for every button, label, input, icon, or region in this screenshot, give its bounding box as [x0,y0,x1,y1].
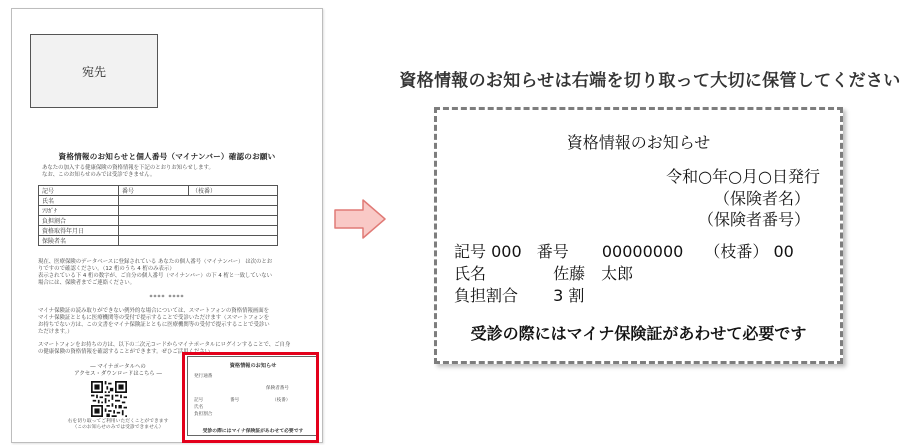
intro-line: あなたの加入する健康保険の資格情報を下記のとおりお知らせします。 [42,165,214,171]
qr-code-icon[interactable] [91,381,127,417]
qualification-card [434,107,843,364]
ratio-row [454,283,584,306]
table-row [39,186,278,196]
table-cell-edaban: （枝番） [189,186,278,196]
instruction-heading: 資格情報のお知らせは右端を切り取って大切に保管してください [399,71,901,91]
paragraph-line: スマートフォンをお持ちの方は、以下の二次元コードからマイナポータルにログインすることで、ご自身 [38,342,291,348]
mini-card-title: 資格情報のお知らせ [229,363,277,369]
mini-ratio: 負担割合 [194,412,213,417]
name-row [454,261,633,284]
mini-edaban: （枝番） [272,398,291,403]
qr-heading-line: ― マイナポータルへの [90,364,146,370]
mini-issued-label: 発行通番 [194,374,213,379]
mini-kigo: 記号 [194,398,204,403]
edaban-value: 00 [773,242,794,261]
insurer-name: （保険者名） [713,189,810,208]
table-row [39,206,278,216]
paragraph-line: の健康保険の資格情報を確認することができます。ぜひご活用ください。 [38,349,216,356]
bango-label: 番号 [536,242,569,261]
name-value: 佐藤 太郎 [553,264,634,283]
mini-bango: 番号 [230,398,240,403]
paragraph-line: りですので確認ください。（12 桁のうち 4 桁のみ表示） [38,266,175,273]
mini-name: 氏名 [194,405,204,410]
card-number-row [454,239,794,262]
table-value [119,236,278,246]
paragraph-line: 表示されている下 4 桁の数字が、ご自分の個人番号（マイナンバー）の下 4 桁と一致していない [38,273,272,280]
bango-value: 00000000 [601,242,684,261]
ratio-value: 3 割 [553,286,585,305]
table-row [39,196,278,206]
exception-paragraph [38,308,308,336]
table-row [39,236,278,246]
card-footer-note: 受診の際にはマイナ保険証があわせて必要です [470,324,807,343]
right-arrow-icon [333,198,387,240]
table-cell-kigo: 記号 [39,186,119,196]
qr-footer-line: （このお知らせのみでは受診できません） [72,425,164,431]
table-value [119,196,278,206]
table-label: 氏名 [39,196,119,206]
edaban-label: （枝番） [704,242,769,261]
table-label: 負担割合 [39,216,119,226]
qr-footer-line: 右を切り取ってご利用いただくことができます [67,419,169,424]
smartphone-paragraph [38,342,308,356]
document-intro [42,165,312,179]
insurance-info-table [38,185,278,246]
table-value [119,206,278,216]
mini-cutout-card [187,356,319,436]
ratio-label: 負担割合 [454,286,519,305]
qr-heading [62,364,174,378]
qr-footer [66,419,170,431]
table-cell-bango: 番号 [119,186,189,196]
paragraph-line: 現在、医療保険のデータベースに登録されている あなたの個人番号（マイナンバー） は次のとお [38,259,273,265]
table-label: ﾌﾘｶﾞﾅ [39,206,119,216]
notice-document [11,8,323,443]
kigo-label: 記号 [454,242,487,261]
paragraph-line: マイナ保険証とともに医療機関等の受付で提示することで受診いただけます（スマートフォンを [38,315,270,322]
table-row [39,226,278,236]
kigo-value: 000 [491,242,522,261]
qr-heading-line: アクセス・ダウンロードはこちら ― [74,371,162,378]
paragraph-line: マイナ保険証の読み取りができない例外的な場合については、スマートフォンの資格情報画面を [38,308,270,314]
issue-date: 令和○年○月○日発行 [666,167,820,186]
document-title: 資格情報のお知らせと個人番号（マイナンバー）確認のお願い [58,152,276,161]
card-title: 資格情報のお知らせ [566,133,711,152]
paragraph-line: 場合には、保険者までご連絡ください。 [38,280,136,287]
mini-card-footer: 受診の際にはマイナ保険証があわせて必要です [202,429,304,434]
table-value [119,216,278,226]
address-box [30,34,158,108]
mini-insurer-number: 保険者番号 [266,386,289,391]
mynumber-paragraph [38,259,308,287]
masked-mynumber: **** **** [149,294,185,301]
table-value [119,226,278,236]
intro-line: なお、このお知らせのみでは受診できません。 [42,172,156,179]
table-row [39,216,278,226]
address-label: 宛先 [81,64,106,79]
insurer-number: （保険者番号） [697,210,810,229]
name-label: 氏名 [454,264,487,283]
paragraph-line: お持ちでない方は、この文書をマイナ保険証とともに医療機関等の受付で提示することで受診い [38,322,270,329]
paragraph-line: ただけます。） [38,329,73,336]
table-label: 資格取得年月日 [39,226,119,236]
table-label: 保険者名 [39,236,119,246]
